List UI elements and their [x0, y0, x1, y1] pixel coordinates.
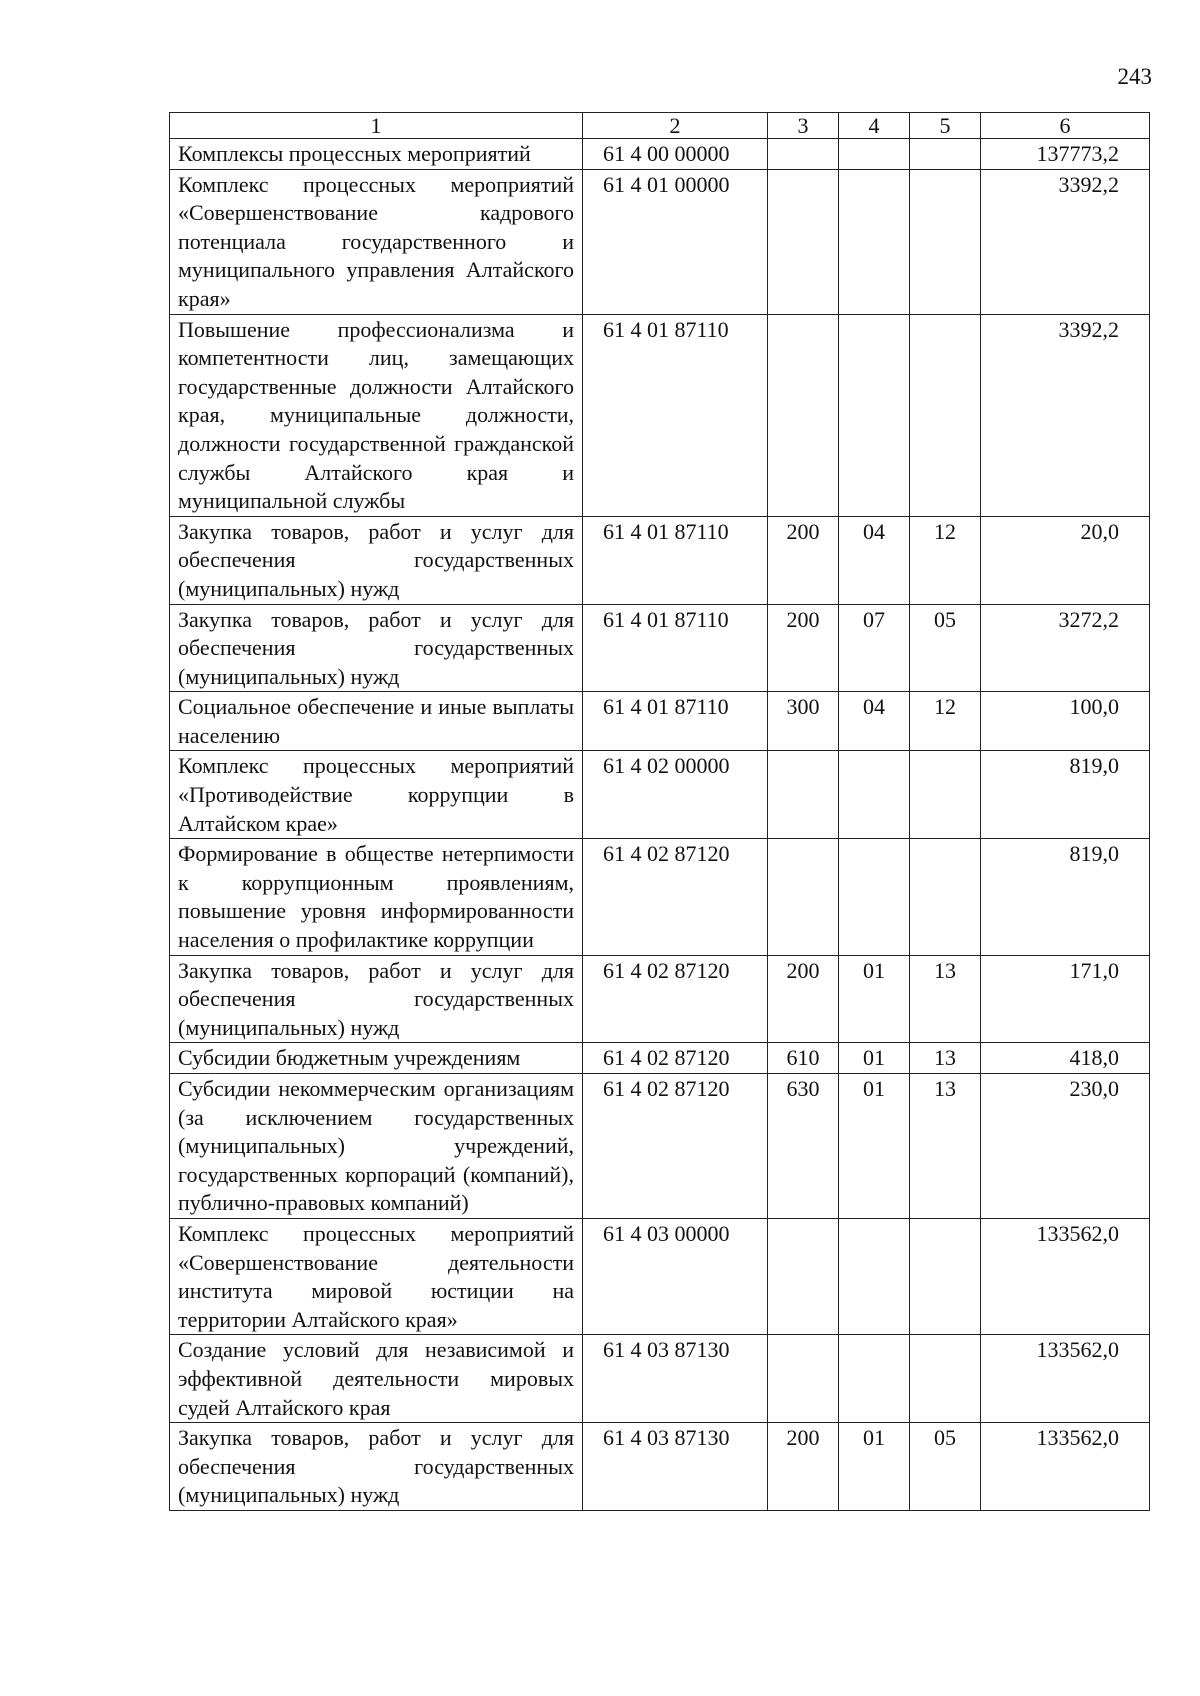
row-col5-cell: 13 — [910, 955, 981, 1043]
budget-table — [169, 112, 1150, 1511]
row-col3-cell: 610 — [768, 1043, 839, 1074]
table-row — [170, 1335, 1150, 1423]
table-row — [170, 1043, 1150, 1074]
row-amount-cell: 3392,2 — [981, 314, 1150, 516]
row-col5-cell: 05 — [910, 1423, 981, 1511]
page-number: 243 — [1117, 64, 1152, 89]
row-col4-cell: 01 — [839, 1423, 910, 1511]
row-amount-cell: 819,0 — [981, 751, 1150, 839]
table-row — [170, 1218, 1150, 1334]
row-col4-cell — [839, 314, 910, 516]
column-header: 5 — [910, 113, 981, 139]
row-col5-cell: 13 — [910, 1074, 981, 1219]
row-code-cell: 61 4 01 87110 — [583, 604, 768, 692]
row-col3-cell — [768, 314, 839, 516]
row-name-cell: Закупка товаров, работ и услуг для обеспечения государственных (муниципальных) нужд — [170, 516, 583, 604]
row-name-cell: Субсидии бюджетным учреждениям — [170, 1043, 583, 1074]
row-code-cell: 61 4 01 00000 — [583, 169, 768, 314]
row-amount-cell: 230,0 — [981, 1074, 1150, 1219]
row-amount-cell: 819,0 — [981, 839, 1150, 955]
row-code-cell: 61 4 02 87120 — [583, 839, 768, 955]
row-name-cell: Закупка товаров, работ и услуг для обеспечения государственных (муниципальных) нужд — [170, 955, 583, 1043]
row-amount-cell: 100,0 — [981, 692, 1150, 751]
row-col5-cell — [910, 169, 981, 314]
column-header: 2 — [583, 113, 768, 139]
row-code-cell: 61 4 01 87110 — [583, 692, 768, 751]
table-row — [170, 1423, 1150, 1511]
row-code-cell: 61 4 03 87130 — [583, 1335, 768, 1423]
column-header: 3 — [768, 113, 839, 139]
row-col4-cell: 04 — [839, 692, 910, 751]
row-amount-cell: 20,0 — [981, 516, 1150, 604]
row-col5-cell — [910, 139, 981, 170]
row-col5-cell: 05 — [910, 604, 981, 692]
row-code-cell: 61 4 01 87110 — [583, 516, 768, 604]
row-name-cell: Создание условий для независимой и эффективной деятельности мировых судей Алтайского края — [170, 1335, 583, 1423]
row-col4-cell: 01 — [839, 1074, 910, 1219]
row-name-cell: Повышение профессионализма и компетентности лиц, замещающих государственные должности Алтайского края, муниципальные должности, должности государственной гражданской службы Алтайского края и муниципальной службы — [170, 314, 583, 516]
row-amount-cell: 171,0 — [981, 955, 1150, 1043]
row-col5-cell — [910, 839, 981, 955]
row-col4-cell — [839, 139, 910, 170]
row-col3-cell — [768, 169, 839, 314]
row-code-cell: 61 4 02 87120 — [583, 1043, 768, 1074]
row-name-cell: Комплекс процессных мероприятий «Совершенствование кадрового потенциала государственного и муниципального управления Алтайского края» — [170, 169, 583, 314]
row-name-cell: Комплекс процессных мероприятий «Совершенствование деятельности института мировой юстиции на территории Алтайского края» — [170, 1218, 583, 1334]
row-code-cell: 61 4 01 87110 — [583, 314, 768, 516]
row-amount-cell: 418,0 — [981, 1043, 1150, 1074]
row-col3-cell — [768, 839, 839, 955]
row-amount-cell: 3272,2 — [981, 604, 1150, 692]
row-col3-cell: 200 — [768, 516, 839, 604]
row-code-cell: 61 4 00 00000 — [583, 139, 768, 170]
row-col3-cell: 630 — [768, 1074, 839, 1219]
row-col3-cell: 200 — [768, 604, 839, 692]
row-amount-cell: 133562,0 — [981, 1335, 1150, 1423]
row-col4-cell: 01 — [839, 955, 910, 1043]
table-row — [170, 139, 1150, 170]
row-col4-cell — [839, 1218, 910, 1334]
column-header: 6 — [981, 113, 1150, 139]
table-row — [170, 692, 1150, 751]
table-row — [170, 839, 1150, 955]
row-col3-cell — [768, 1335, 839, 1423]
row-name-cell: Закупка товаров, работ и услуг для обеспечения государственных (муниципальных) нужд — [170, 1423, 583, 1511]
row-code-cell: 61 4 03 87130 — [583, 1423, 768, 1511]
row-col3-cell: 300 — [768, 692, 839, 751]
row-col4-cell — [839, 1335, 910, 1423]
row-name-cell: Закупка товаров, работ и услуг для обеспечения государственных (муниципальных) нужд — [170, 604, 583, 692]
row-name-cell: Субсидии некоммерческим организациям (за исключением государственных (муниципальных) учреждений, государственных корпораций (компаний), публично-правовых компаний) — [170, 1074, 583, 1219]
row-col3-cell — [768, 139, 839, 170]
table-row — [170, 751, 1150, 839]
row-col4-cell: 01 — [839, 1043, 910, 1074]
table-row — [170, 314, 1150, 516]
row-code-cell: 61 4 03 00000 — [583, 1218, 768, 1334]
row-col5-cell: 12 — [910, 516, 981, 604]
row-col5-cell: 12 — [910, 692, 981, 751]
row-name-cell: Формирование в обществе нетерпимости к коррупционным проявлениям, повышение уровня информированности населения о профилактике коррупции — [170, 839, 583, 955]
row-col4-cell: 07 — [839, 604, 910, 692]
row-code-cell: 61 4 02 00000 — [583, 751, 768, 839]
row-col4-cell — [839, 839, 910, 955]
row-col3-cell — [768, 1218, 839, 1334]
table-row — [170, 1074, 1150, 1219]
table-header-row — [170, 113, 1150, 139]
row-amount-cell: 137773,2 — [981, 139, 1150, 170]
row-amount-cell: 133562,0 — [981, 1218, 1150, 1334]
row-col4-cell — [839, 751, 910, 839]
column-header: 1 — [170, 113, 583, 139]
row-amount-cell: 133562,0 — [981, 1423, 1150, 1511]
row-col4-cell — [839, 169, 910, 314]
table-row — [170, 955, 1150, 1043]
row-col5-cell — [910, 314, 981, 516]
row-name-cell: Социальное обеспечение и иные выплаты населению — [170, 692, 583, 751]
row-col3-cell: 200 — [768, 1423, 839, 1511]
row-col5-cell — [910, 751, 981, 839]
row-amount-cell: 3392,2 — [981, 169, 1150, 314]
row-col5-cell — [910, 1335, 981, 1423]
table-row — [170, 604, 1150, 692]
row-name-cell: Комплексы процессных мероприятий — [170, 139, 583, 170]
row-col4-cell: 04 — [839, 516, 910, 604]
table-row — [170, 516, 1150, 604]
row-code-cell: 61 4 02 87120 — [583, 1074, 768, 1219]
row-name-cell: Комплекс процессных мероприятий «Противодействие коррупции в Алтайском крае» — [170, 751, 583, 839]
row-col3-cell — [768, 751, 839, 839]
row-col3-cell: 200 — [768, 955, 839, 1043]
row-col5-cell — [910, 1218, 981, 1334]
table-row — [170, 169, 1150, 314]
row-col5-cell: 13 — [910, 1043, 981, 1074]
column-header: 4 — [839, 113, 910, 139]
row-code-cell: 61 4 02 87120 — [583, 955, 768, 1043]
